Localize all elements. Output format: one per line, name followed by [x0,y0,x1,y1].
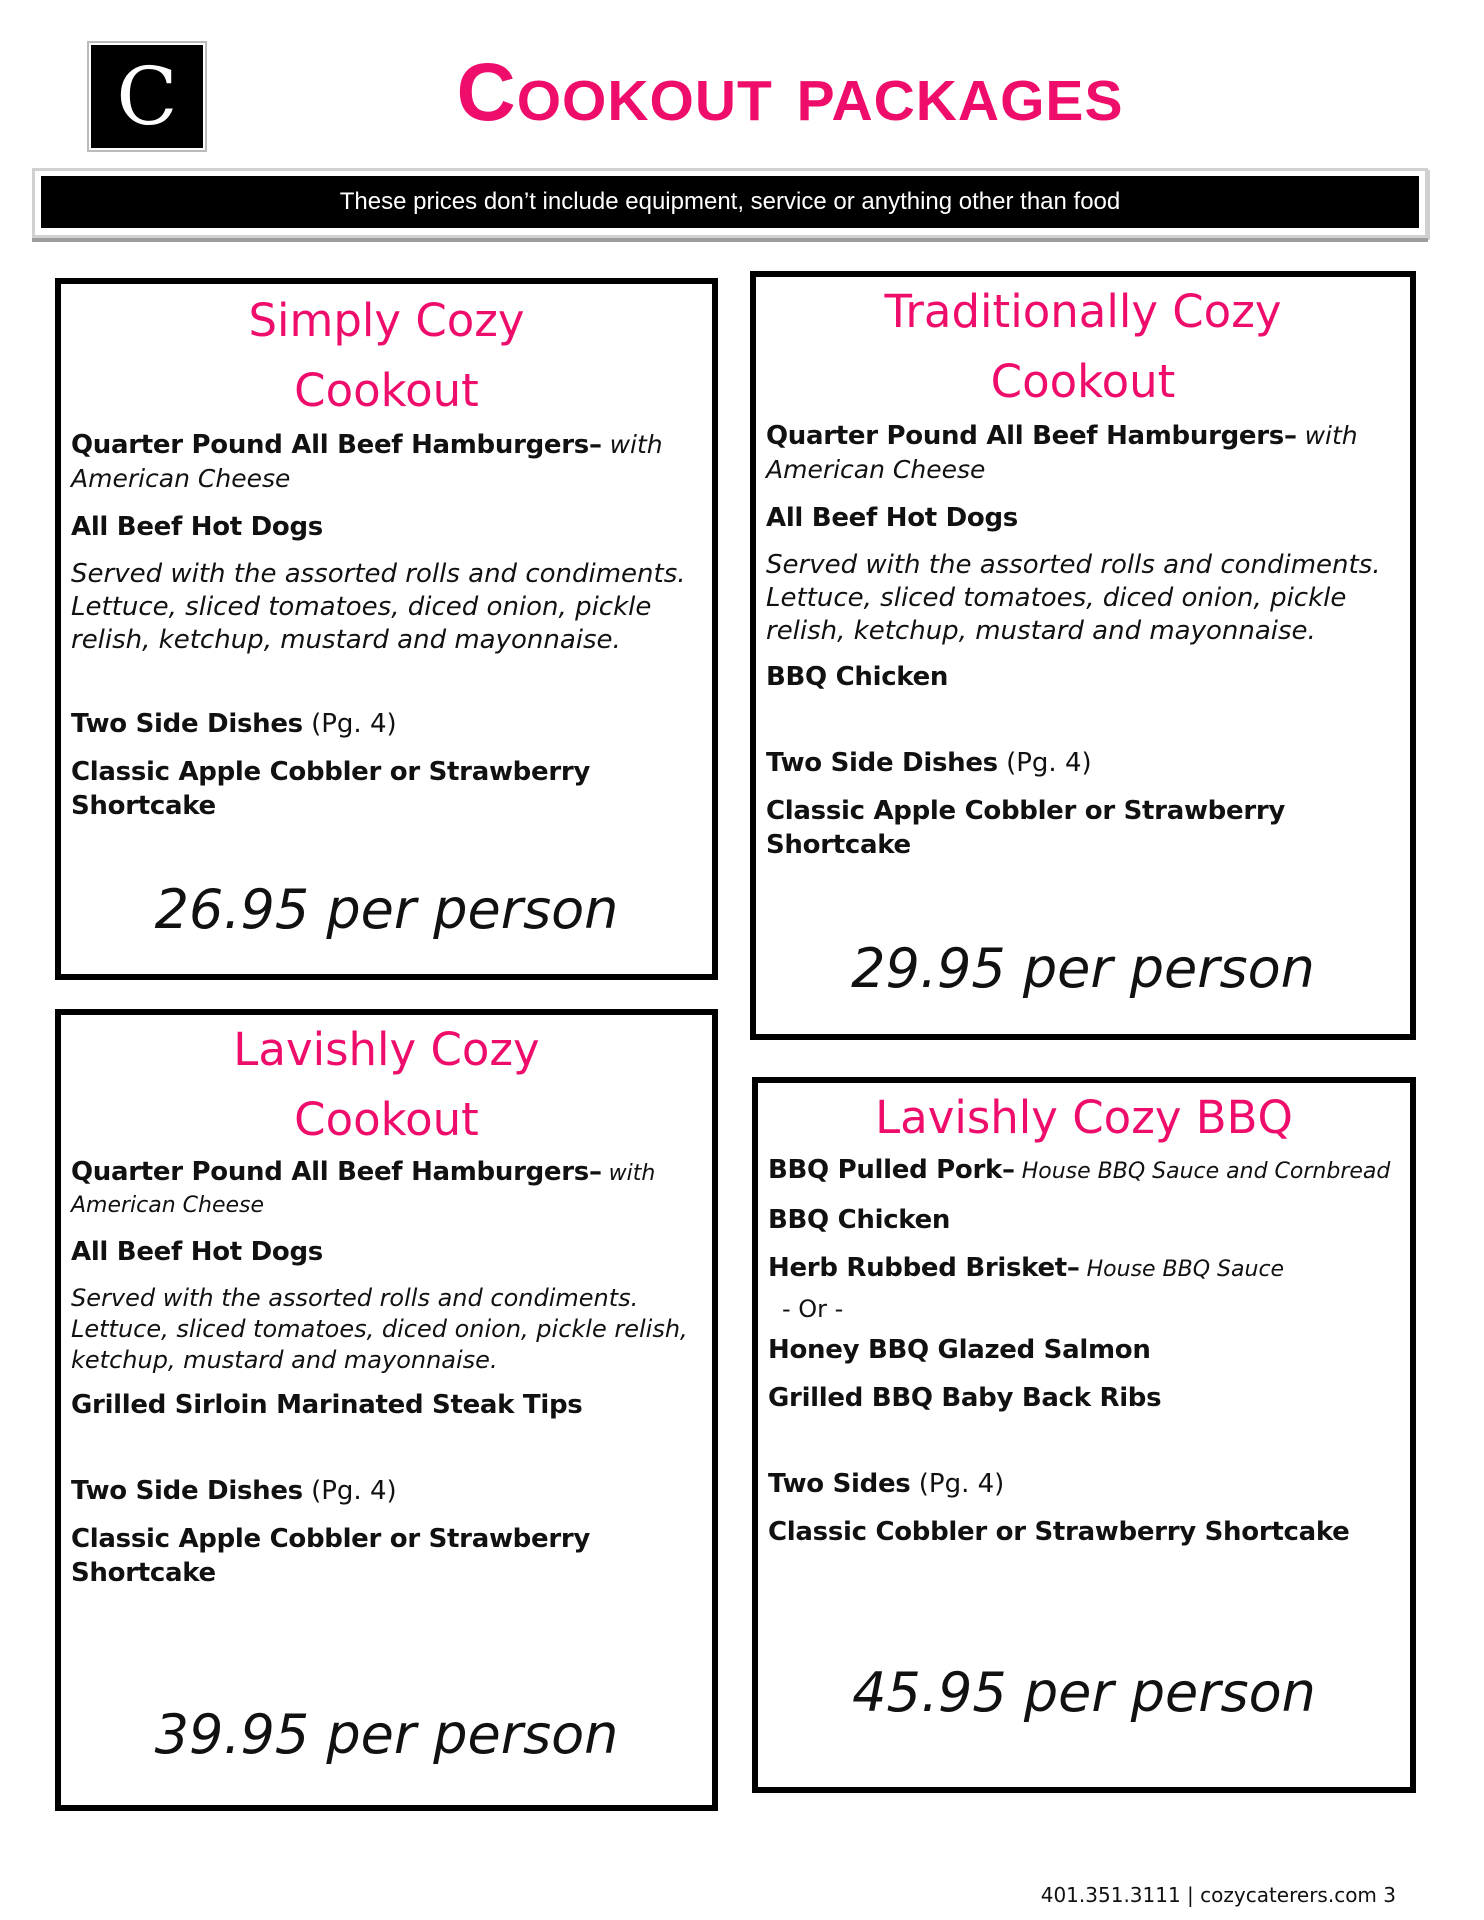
package-title: Lavishly Cozy BBQ [875,1091,1293,1144]
menu-item [71,428,702,496]
item-name: BBQ Pulled Pork– [768,1155,1015,1185]
menu-item [766,794,1400,862]
item-note: Served with the assorted rolls and condiments. Lettuce, sliced tomatoes, diced onion, pickle relish, ketchup, mustard and mayonnaise. [766,550,1381,646]
menu-item [71,707,702,741]
item-name: Quarter Pound All Beef Hamburgers– [71,430,602,460]
package-price: 39.95 per person [154,1703,619,1766]
package-title-line1: Simply Cozy [248,294,525,347]
notice-banner [32,168,1428,238]
item-name: All Beef Hot Dogs [766,503,1018,533]
menu-item [766,660,1400,694]
notice-text: These prices don’t include equipment, service or anything other than food [41,176,1419,228]
item-name: Classic Cobbler or Strawberry Shortcake [768,1517,1350,1547]
item-name: BBQ Chicken [766,662,949,692]
item-name: Grilled Sirloin Marinated Steak Tips [71,1390,583,1420]
menu-item [768,1467,1400,1501]
package-title-line2: Cookout [294,364,479,417]
item-name: Classic Apple Cobbler or Strawberry Shortcake [766,796,1286,860]
package-price: 45.95 per person [852,1661,1316,1724]
item-detail: House BBQ Sauce [1079,1257,1285,1282]
item-name: Quarter Pound All Beef Hamburgers– [766,421,1297,451]
item-name: Honey BBQ Glazed Salmon [768,1335,1151,1365]
package-lavishly-cozy-bbq [752,1077,1416,1793]
item-name: Classic Apple Cobbler or Strawberry Shortcake [71,1524,591,1588]
item-name: Herb Rubbed Brisket– [768,1253,1080,1283]
page-title: Cookout packages [456,47,1124,138]
menu-item [71,510,702,544]
menu-item [71,1522,702,1590]
package-title-line2: Cookout [294,1093,479,1146]
logo [89,43,205,150]
menu-item [768,1333,1400,1367]
package-lavishly-cozy [55,1009,718,1811]
page-reference: (Pg. 4) [997,748,1092,778]
package-title-line1: Traditionally Cozy [884,285,1282,338]
item-name: Classic Apple Cobbler or Strawberry Shortcake [71,757,591,821]
menu-item [768,1153,1400,1189]
page-reference: (Pg. 4) [910,1469,1005,1499]
menu-item [71,1235,702,1269]
package-simply-cozy [55,278,718,980]
package-title-line1: Lavishly Cozy [233,1023,540,1076]
menu-item [768,1381,1400,1415]
item-detail: with American Cheese [71,430,663,493]
item-name: Two Side Dishes [71,709,303,739]
item-name: Two Side Dishes [766,748,998,778]
item-detail: with American Cheese [71,1161,656,1218]
menu-item [768,1251,1400,1287]
item-name: Two Side Dishes [71,1476,303,1506]
menu-item [766,501,1400,535]
package-price: 29.95 per person [851,937,1315,1000]
menu-item [768,1515,1400,1549]
item-name: BBQ Chicken [768,1205,951,1235]
menu-item [71,1474,702,1508]
menu-item [766,419,1400,487]
package-traditionally-cozy [750,271,1416,1040]
package-price: 26.95 per person [154,878,619,941]
item-name: Quarter Pound All Beef Hamburgers– [71,1157,602,1187]
logo-letter: C [116,49,178,143]
or-separator: - Or - [782,1295,844,1323]
package-title-line2: Cookout [990,355,1176,408]
item-note: Served with the assorted rolls and condiments. Lettuce, sliced tomatoes, diced onion, pickle relish, ketchup, mustard and mayonnaise. [71,559,686,655]
item-detail: House BBQ Sauce and Cornbread [1014,1159,1391,1184]
menu-item [768,1203,1400,1237]
item-name: All Beef Hot Dogs [71,1237,323,1267]
page-footer: 401.351.3111 | cozycaterers.com 3 [1040,1883,1396,1907]
item-note: Served with the assorted rolls and condiments. Lettuce, sliced tomatoes, diced onion, pickle relish, ketchup, mustard and mayonnaise. [71,1284,688,1374]
menu-item [71,755,702,823]
item-name: Grilled BBQ Baby Back Ribs [768,1383,1162,1413]
menu-item [71,1157,702,1221]
item-detail: with American Cheese [766,421,1358,484]
page-reference: (Pg. 4) [302,709,397,739]
menu-item [766,746,1400,780]
item-name: All Beef Hot Dogs [71,512,323,542]
item-name: Two Sides [768,1469,911,1499]
page-reference: (Pg. 4) [302,1476,397,1506]
menu-item [71,1388,702,1422]
